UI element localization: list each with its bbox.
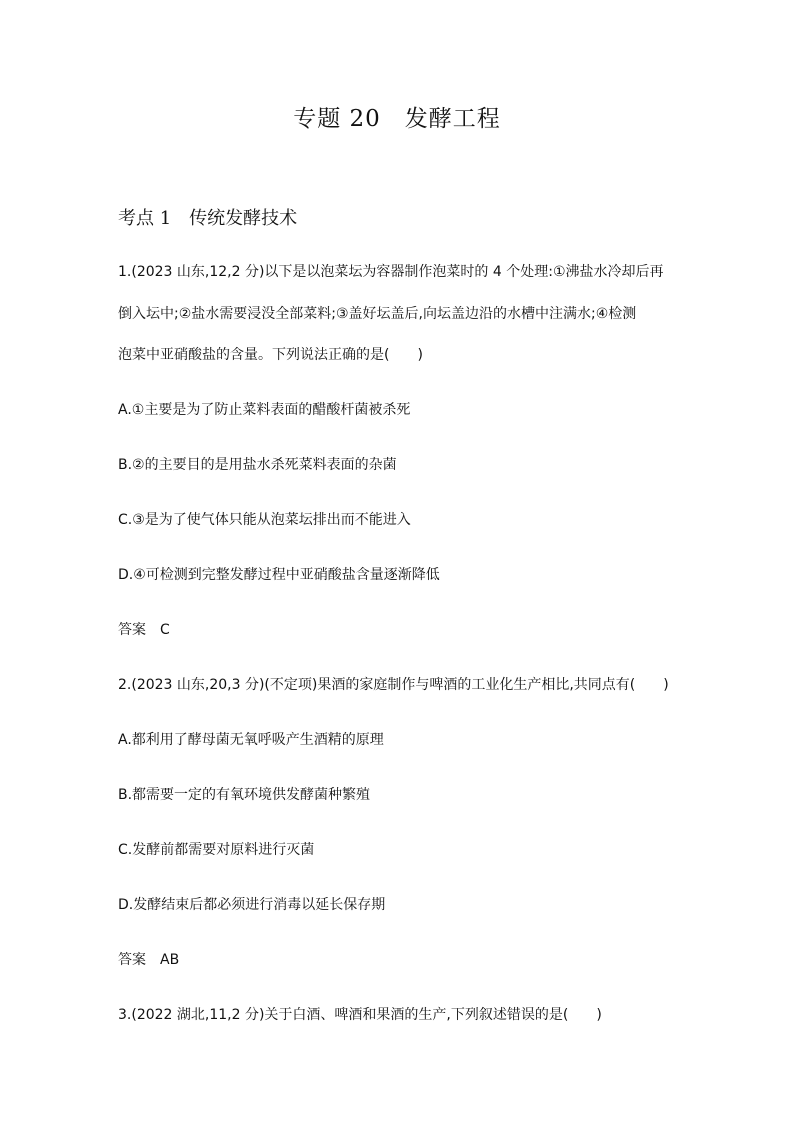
question-3-stem-line-1: 3.(2022 湖北,11,2 分)关于白酒、啤酒和果酒的生产,下列叙述错误的是( ) xyxy=(118,1007,602,1023)
page-title: 专题 20 发酵工程 xyxy=(293,106,501,132)
question-1-stem-line-2: 倒入坛中;②盐水需要浸没全部菜料;③盖好坛盖后,向坛盖边沿的水槽中注满水;④检测 xyxy=(118,306,637,322)
question-1-answer: 答案 C xyxy=(118,622,170,638)
question-1-option-a: A.①主要是为了防止菜料表面的醋酸杆菌被杀死 xyxy=(118,402,411,418)
section-heading: 考点 1 传统发酵技术 xyxy=(118,208,298,229)
question-2-option-d: D.发酵结束后都必须进行消毒以延长保存期 xyxy=(118,897,386,913)
question-2-option-a: A.都利用了酵母菌无氧呼吸产生酒精的原理 xyxy=(118,732,384,748)
question-2-option-c: C.发酵前都需要对原料进行灭菌 xyxy=(118,842,315,858)
question-2-stem-line-1: 2.(2023 山东,20,3 分)(不定项)果酒的家庭制作与啤酒的工业化生产相比,共同点有( ) xyxy=(118,677,669,693)
question-2-answer: 答案 AB xyxy=(118,952,180,968)
question-1-option-c: C.③是为了使气体只能从泡菜坛排出而不能进入 xyxy=(118,512,411,528)
question-1-stem-line-3: 泡菜中亚硝酸盐的含量。下列说法正确的是( ) xyxy=(118,347,423,363)
question-2-option-b: B.都需要一定的有氧环境供发酵菌种繁殖 xyxy=(118,787,371,803)
question-1-option-b: B.②的主要目的是用盐水杀死菜料表面的杂菌 xyxy=(118,457,397,473)
question-1-option-d: D.④可检测到完整发酵过程中亚硝酸盐含量逐渐降低 xyxy=(118,567,440,583)
question-1-stem-line-1: 1.(2023 山东,12,2 分)以下是以泡菜坛为容器制作泡菜时的 4 个处理:①沸盐水冷却后再 xyxy=(118,264,664,280)
